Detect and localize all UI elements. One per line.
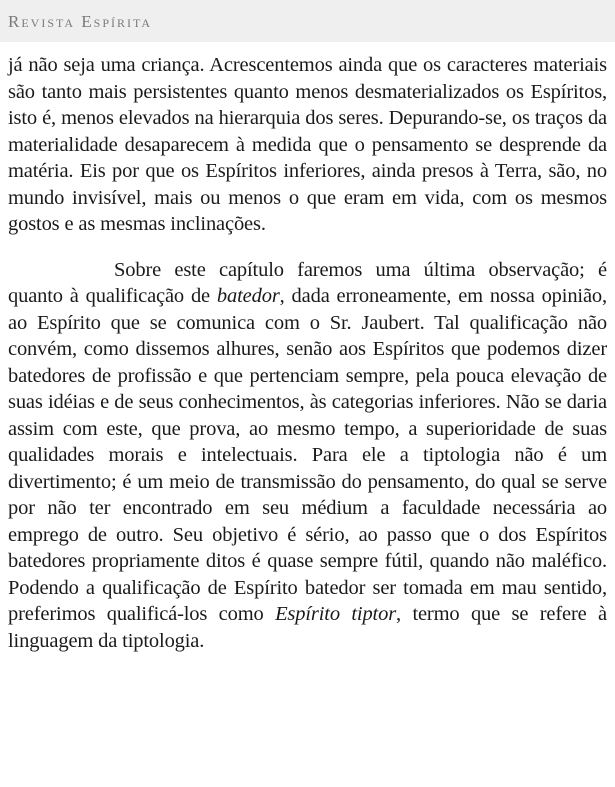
term-espirito-tiptor: Espírito tiptor xyxy=(275,603,397,625)
paragraph-2-text-b: , dada erroneamente, em nossa opinião, ao Espírito que se comunica com o Sr. Jaubert. Tal qualificação não convém, como dissemos alhures, senão aos Espíritos que podemos dizer batedores de profissão e que pertenciam sempre, pela pouca elevação de suas idéias e de seus conhecimentos, às categorias inferiores. Não se daria assim com este, que prova, ao mesmo tempo, a superioridade de suas qualidades morais e intelectuais. Para ele a tiptologia não é um divertimento; é um meio de transmissão do pensamento, do qual se serve por não ter encontrado em seu médium a faculdade necessária ao emprego de outro. Seu objetivo é sério, ao passo que o dos Espíritos batedores propriamente ditos é quase sempre fútil, quando não maléfico. Podendo a qualificação de Espírito batedor ser tomada em mau sentido, preferimos qualificá-los como xyxy=(8,285,607,625)
paragraph-1 xyxy=(8,52,607,238)
paragraph-2-text-c: , termo que se refere à linguagem da tiptologia. xyxy=(8,603,607,652)
term-batedor: batedor xyxy=(216,285,280,307)
paragraph-2 xyxy=(8,257,607,655)
paragraph-1-text: já não seja uma criança. Acrescentemos ainda que os caracteres materiais são tanto mais persistentes quanto menos desmaterializados os Espíritos, isto é, menos elevados na hierarquia dos seres. Depurando-se, os traços da materialidade desaparecem à medida que o pensamento se desprende da matéria. Eis por que os Espíritos inferiores, ainda presos à Terra, são, no mundo invisível, mais ou menos o que eram em vida, com os mesmos gostos e as mesmas inclinações. xyxy=(8,54,607,235)
header-title: Revista Espírita xyxy=(8,12,153,31)
running-header xyxy=(0,0,615,42)
paragraph-2-text-a: Sobre este capítulo faremos uma última observação; é quanto à qualificação de xyxy=(8,258,607,307)
page-body xyxy=(8,42,607,654)
